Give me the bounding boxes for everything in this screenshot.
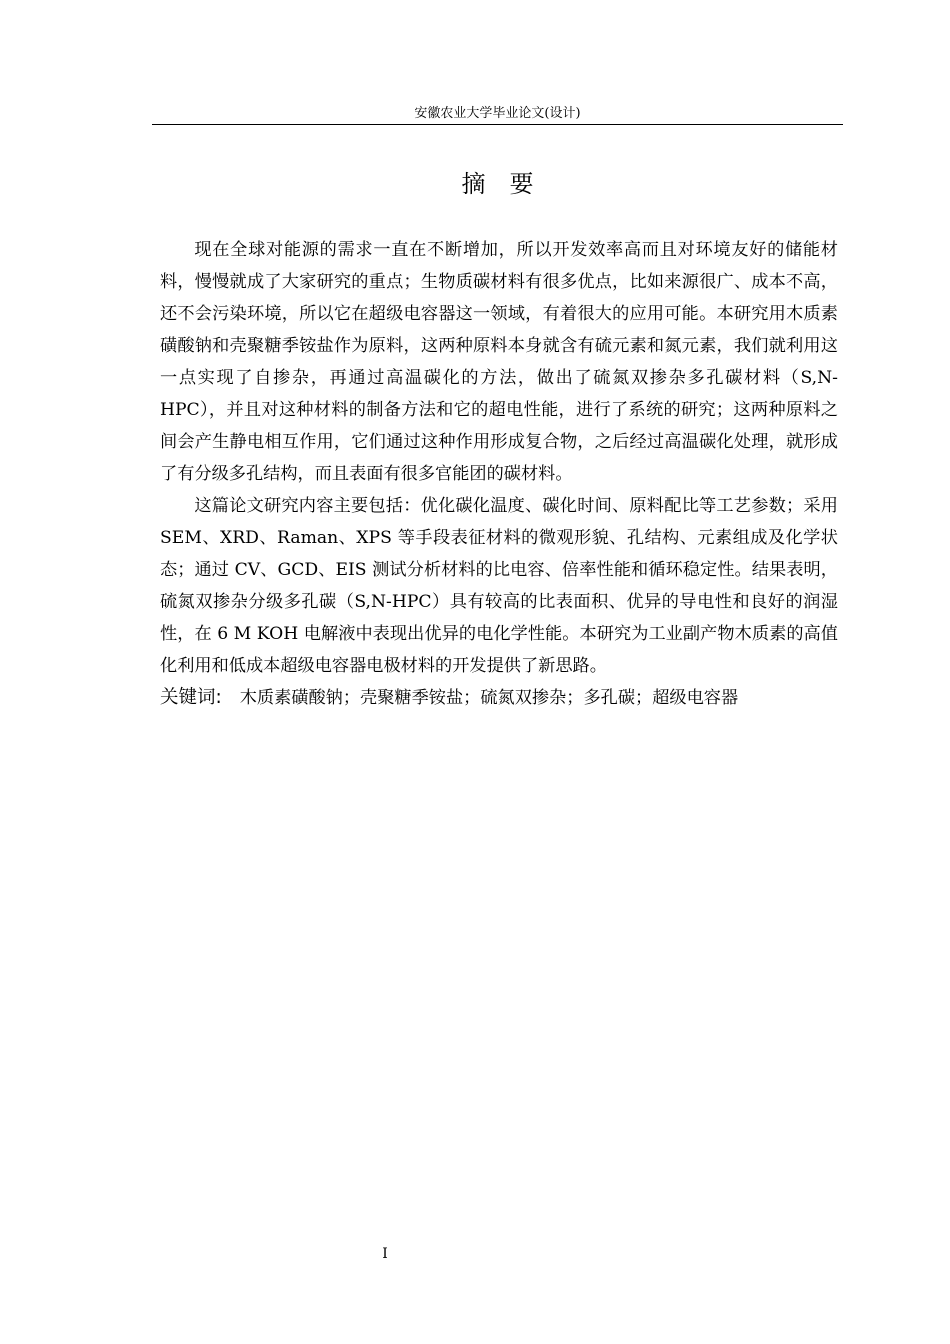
header-rule: [152, 124, 843, 125]
keywords-label: 关键词:: [160, 687, 222, 708]
running-header: 安徽农业大学毕业论文(设计): [414, 106, 581, 121]
page-title: 摘要: [461, 170, 558, 198]
abstract-body: [160, 234, 838, 714]
keywords-line: [160, 682, 838, 714]
keywords-text: 木质素磺酸钠；壳聚糖季铵盐；硫氮双掺杂；多孔碳；超级电容器: [239, 688, 739, 708]
abstract-paragraph-2: 这篇论文研究内容主要包括：优化碳化温度、碳化时间、原料配比等工艺参数；采用 SEM、XRD、Raman、XPS 等手段表征材料的微观形貌、孔结构、元素组成及化学状态；通过 CV、GCD、EIS 测试分析材料的比电容、倍率性能和循环稳定性。结果表明，硫氮双掺杂分级多孔碳（S,N-HPC）具有较高的比表面积、优异的导电性和良好的润湿性，在 6 M KOH 电解液中表现出优异的电化学性能。本研究为工业副产物木质素的高值化利用和低成本超级电容器电极材料的开发提供了新思路。: [160, 496, 838, 676]
abstract-paragraph-1: 现在全球对能源的需求一直在不断增加，所以开发效率高而且对环境友好的储能材料，慢慢就成了大家研究的重点；生物质碳材料有很多优点，比如来源很广、成本不高，还不会污染环境，所以它在超级电容器这一领域，有着很大的应用可能。本研究用木质素磺酸钠和壳聚糖季铵盐作为原料，这两种原料本身就含有硫元素和氮元素，我们就利用这一点实现了自掺杂，再通过高温碳化的方法，做出了硫氮双掺杂多孔碳材料（S,N-HPC），并且对这种材料的制备方法和它的超电性能，进行了系统的研究；这两种原料之间会产生静电相互作用，它们通过这种作用形成复合物，之后经过高温碳化处理，就形成了有分级多孔结构，而且表面有很多官能团的碳材料。: [160, 240, 838, 484]
page-number: I: [382, 1246, 388, 1262]
